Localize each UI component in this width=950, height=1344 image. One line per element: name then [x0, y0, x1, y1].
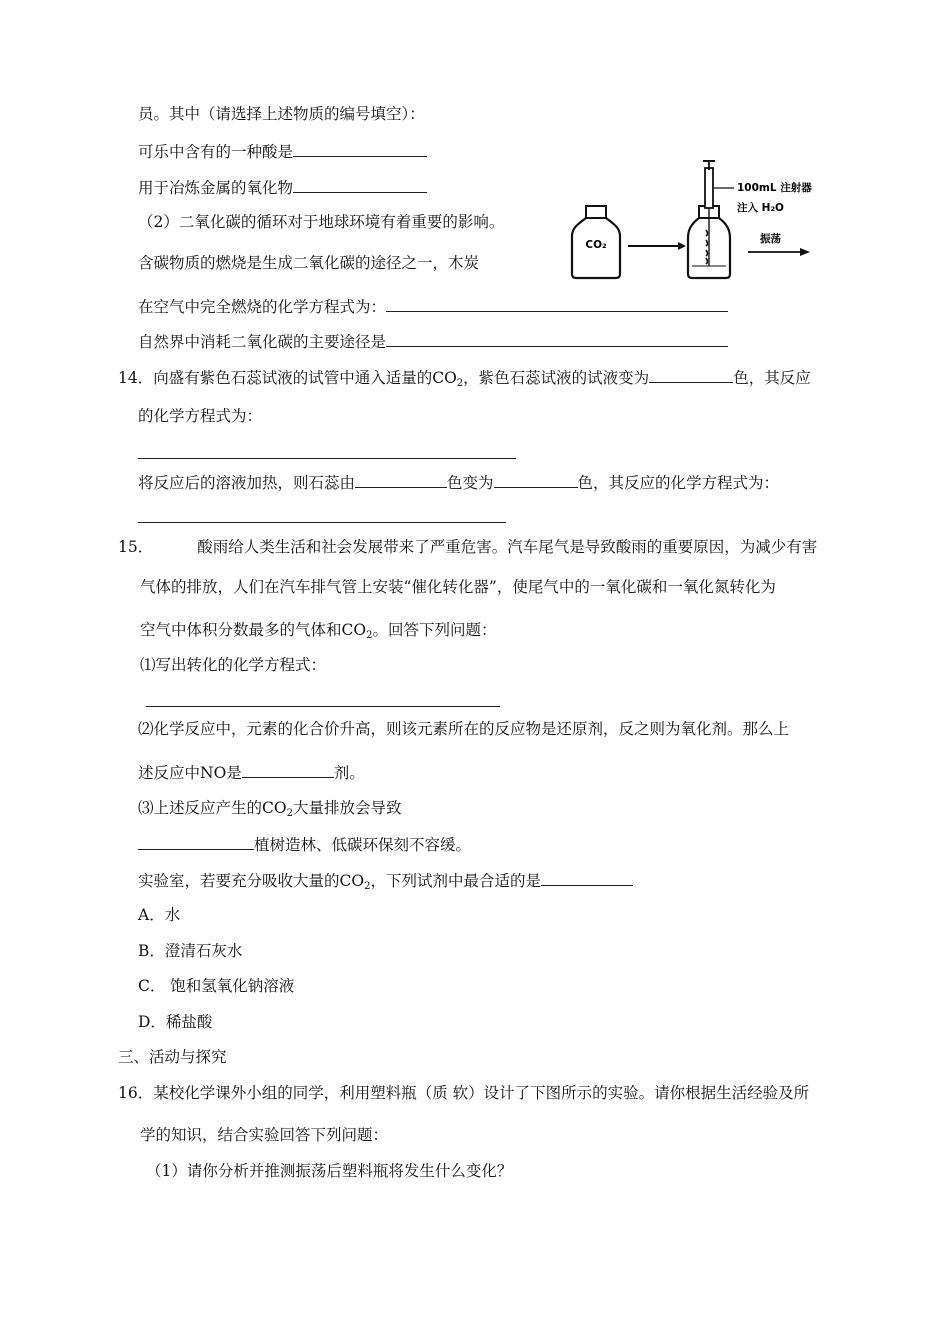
q16-line2: 学的知识，结合实验回答下列问题： [140, 1126, 389, 1144]
q13-equation-line [138, 295, 728, 317]
q13-oxide-line [138, 176, 427, 198]
q13-oxide-label: 用于冶炼金属的氧化物 [138, 179, 294, 197]
q15-line2: 气体的排放，人们在汽车排气管上安装“催化转化器”，使尾气中的一氧化碳和一氧化氮转化为 [140, 578, 776, 596]
q15-lab-b: ，下列试剂中最合适的是 [370, 872, 541, 890]
q13-oxide-blank[interactable] [293, 176, 427, 193]
q13-acid-blank[interactable] [293, 140, 427, 157]
q15-option-a[interactable]: A．水 [138, 906, 181, 924]
q15-sub3-a: ⑶上述反应产生的CO [138, 799, 287, 817]
q15-line3 [140, 620, 496, 646]
q14-line1-b: ，紫色石蕊试液的试液变为 [463, 369, 650, 387]
inject-water-label: 注入 H₂O [737, 202, 784, 214]
q14-line1-a: 14．向盛有紫色石蕊试液的试管中通入适量的CO [118, 369, 457, 387]
q15-line1 [118, 537, 817, 557]
q13-part2-intro: （2）二氧化碳的循环对于地球环境有着重要的影响。 [138, 213, 505, 231]
q15-reagent-blank[interactable] [541, 869, 633, 886]
q15-lab [138, 869, 633, 897]
q14-line1-sub: 2 [456, 378, 464, 389]
co2-experiment-diagram [560, 158, 840, 286]
q15-effect-blank[interactable] [138, 833, 254, 850]
q13-consume-line [138, 330, 728, 352]
q13-consume-label: 自然界中消耗二氧化碳的主要途径是 [138, 333, 387, 351]
co2-bottle-label: CO₂ [585, 239, 607, 251]
q16-line1: 16．某校化学课外小组的同学，利用塑料瓶（质 软）设计了下图所示的实验。请你根据生活经验及所 [118, 1084, 810, 1102]
q13-acid-label: 可乐中含有的一种酸是 [138, 143, 294, 161]
q15-line3-a: 空气中体积分数最多的气体和CO [140, 621, 367, 639]
q16-sub1: （1）请你分析并推测振荡后塑料瓶将发生什么变化？ [146, 1162, 513, 1180]
q15-lab-a: 实验室，若要充分吸收大量的CO [138, 872, 365, 890]
q15-sub2-c: 剂。 [333, 764, 365, 782]
q14-line3-b: 色变为 [447, 474, 494, 492]
q13-line1: 员。其中（请选择上述物质的编号填空）： [138, 105, 425, 123]
q14-color-blank[interactable] [649, 366, 733, 383]
q14-equation1-blank[interactable] [138, 458, 516, 459]
q14-equation2-blank[interactable] [138, 522, 506, 523]
q14-line3 [138, 471, 779, 493]
q13-burning: 含碳物质的燃烧是生成二氧化碳的途径之一，木炭 [138, 254, 480, 272]
q15-sub3-line2 [138, 833, 471, 855]
section3-heading: 三、活动与探究 [118, 1048, 227, 1066]
q15-line1-text: 酸雨给人类生活和社会发展带来了严重危害。汽车尾气是导致酸雨的重要原因，为减少有害 [197, 538, 818, 556]
q14-from-color-blank[interactable] [355, 471, 447, 488]
q15-sub2-a: ⑵化学反应中，元素的化合价升高，则该元素所在的反应物是还原剂，反之则为氧化剂。那么上 [138, 720, 790, 738]
q15-number: 15． [118, 538, 154, 556]
q13-acid-line [138, 140, 427, 162]
q14-line3-a: 将反应后的溶液加热，则石蕊由 [138, 474, 356, 492]
q15-equation-blank[interactable] [146, 706, 500, 707]
q15-sub3-b: 大量排放会导致 [292, 799, 402, 817]
q13-consume-blank[interactable] [386, 330, 728, 347]
q15-option-c[interactable]: C． 饱和氢氧化钠溶液 [138, 977, 295, 995]
q14-to-color-blank[interactable] [494, 471, 578, 488]
q14-line1-c: 色，其反应 [733, 369, 811, 387]
q15-line3-sub: 2 [366, 630, 373, 641]
q15-sub1: ⑴写出转化的化学方程式： [140, 656, 327, 674]
shake-arrow-icon [748, 248, 810, 256]
shake-label: 振荡 [760, 233, 781, 245]
q15-sub2-b: 述反应中NO是 [138, 764, 242, 782]
co2-experiment-figure [560, 158, 840, 286]
q15-line3-b: 。回答下列问题： [372, 621, 497, 639]
q15-option-d[interactable]: D．稀盐酸 [138, 1013, 213, 1031]
q13-equation-label: 在空气中完全燃烧的化学方程式为： [138, 298, 387, 316]
q14-line1 [118, 366, 811, 394]
q15-agent-blank[interactable] [242, 761, 334, 778]
q14-line2: 的化学方程式为： [138, 407, 263, 425]
q15-sub2-line2 [138, 761, 365, 783]
right-arrow-icon [628, 242, 686, 250]
q15-sub3-sub: 2 [286, 808, 293, 819]
q15-sub3 [138, 798, 401, 824]
q15-option-b[interactable]: B．澄清石灰水 [138, 942, 243, 960]
q14-line3-c: 色，其反应的化学方程式为： [577, 474, 780, 492]
q13-equation-blank[interactable] [386, 295, 728, 312]
syringe-label: 100mL 注射器 [737, 182, 812, 194]
q15-sub3-c: 植树造林、低碳环保刻不容缓。 [254, 836, 472, 854]
q15-lab-sub: 2 [364, 881, 371, 892]
syringe-bottle-icon [688, 160, 734, 278]
